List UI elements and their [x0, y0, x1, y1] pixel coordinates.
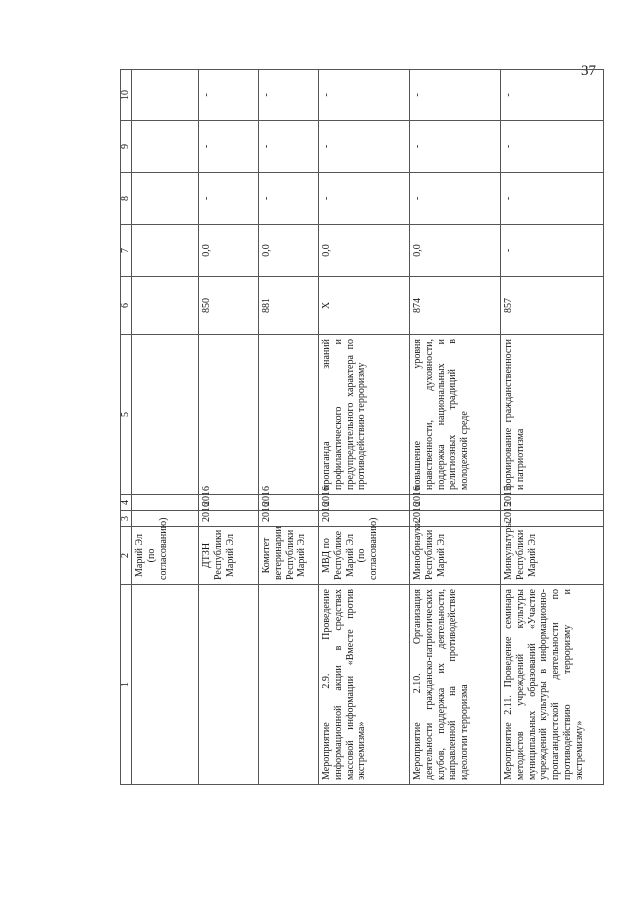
- table-row: [319, 70, 410, 785]
- code-cell: 850: [199, 277, 259, 335]
- page-number: 37: [581, 63, 596, 79]
- executor-cell: Комитет ветеринарии Республики Марий Эл: [259, 527, 319, 585]
- start-year-cell: 2016: [199, 511, 259, 527]
- value-cell: -: [319, 173, 410, 225]
- program-table: [120, 69, 604, 785]
- funding-cell: 0,0: [319, 225, 410, 277]
- result-cell: [199, 335, 259, 495]
- value-cell: [132, 70, 199, 121]
- end-year-cell: 2016: [319, 495, 410, 511]
- activity-cell: Мероприятие 2.9. Проведение информационной акции в средствах массовой информации «Вместе против экстремизма»: [319, 585, 410, 785]
- table-row: [410, 70, 501, 785]
- column-header: 3: [121, 511, 132, 527]
- activity-cell: Мероприятие 2.11. Проведение семинара методистов учреждений культуры муниципальных образований «Участие учреждений культуры в информационно-пропагандистской деятельности по противодействию терроризму и экстремизму»: [501, 585, 604, 785]
- table-row: [199, 70, 259, 785]
- value-cell: -: [259, 70, 319, 121]
- executor-cell: МВД по Республике Марий Эл (по согласованию): [319, 527, 410, 585]
- funding-cell: -: [501, 225, 604, 277]
- column-header: 10: [121, 70, 132, 121]
- end-year-cell: [132, 495, 199, 511]
- start-year-cell: 2015: [501, 511, 604, 527]
- value-cell: -: [501, 70, 604, 121]
- activity-cell: Мероприятие 2.10. Организация деятельности гражданско-патриотических клубов, поддержка их деятельности, направленной на противодействие идеологии терроризма: [410, 585, 501, 785]
- value-cell: -: [410, 121, 501, 173]
- column-header: 6: [121, 277, 132, 335]
- table-row: [501, 70, 604, 785]
- value-cell: [132, 121, 199, 173]
- value-cell: -: [199, 70, 259, 121]
- code-cell: [132, 277, 199, 335]
- code-cell: 874: [410, 277, 501, 335]
- end-year-cell: 2015: [501, 495, 604, 511]
- activity-cell: [259, 585, 319, 785]
- result-cell: [259, 335, 319, 495]
- start-year-cell: 2016: [259, 511, 319, 527]
- funding-cell: [132, 225, 199, 277]
- start-year-cell: 2016: [319, 511, 410, 527]
- value-cell: -: [319, 70, 410, 121]
- value-cell: -: [501, 121, 604, 173]
- table-row: [132, 70, 199, 785]
- code-cell: 881: [259, 277, 319, 335]
- value-cell: -: [501, 173, 604, 225]
- result-cell: формирование гражданственности и патриотизма: [501, 335, 604, 495]
- start-year-cell: 2016: [410, 511, 501, 527]
- end-year-cell: 2016: [259, 495, 319, 511]
- column-header: 2: [121, 527, 132, 585]
- value-cell: -: [410, 173, 501, 225]
- value-cell: -: [199, 121, 259, 173]
- funding-cell: 0,0: [259, 225, 319, 277]
- result-cell: [132, 335, 199, 495]
- column-header: 5: [121, 335, 132, 495]
- executor-cell: ДТЗН Республики Марий Эл: [199, 527, 259, 585]
- column-header: 9: [121, 121, 132, 173]
- value-cell: [132, 173, 199, 225]
- end-year-cell: 2016: [410, 495, 501, 511]
- activity-cell: [199, 585, 259, 785]
- result-cell: повышение уровня нравственности, духовности, поддержка национальных и религиозных традиций в молодежной среде: [410, 335, 501, 495]
- table-header-row: [121, 70, 132, 785]
- table-row: [259, 70, 319, 785]
- funding-cell: 0,0: [410, 225, 501, 277]
- column-header: 1: [121, 585, 132, 785]
- executor-cell: Минкультуры Республики Марий Эл: [501, 527, 604, 585]
- value-cell: -: [259, 121, 319, 173]
- value-cell: -: [410, 70, 501, 121]
- executor-cell: Минобрнауки Республики Марий Эл: [410, 527, 501, 585]
- activity-cell: [132, 585, 199, 785]
- rotated-table-container: [120, 70, 607, 785]
- executor-cell: Марий Эл (по согласованию): [132, 527, 199, 585]
- funding-cell: 0,0: [199, 225, 259, 277]
- value-cell: -: [319, 121, 410, 173]
- column-header: 7: [121, 225, 132, 277]
- value-cell: -: [259, 173, 319, 225]
- code-cell: X: [319, 277, 410, 335]
- column-header: 8: [121, 173, 132, 225]
- code-cell: 857: [501, 277, 604, 335]
- value-cell: -: [199, 173, 259, 225]
- column-header: 4: [121, 495, 132, 511]
- end-year-cell: 2016: [199, 495, 259, 511]
- result-cell: пропаганда знаний профилактического и предупредительного характера по противодействию терроризму: [319, 335, 410, 495]
